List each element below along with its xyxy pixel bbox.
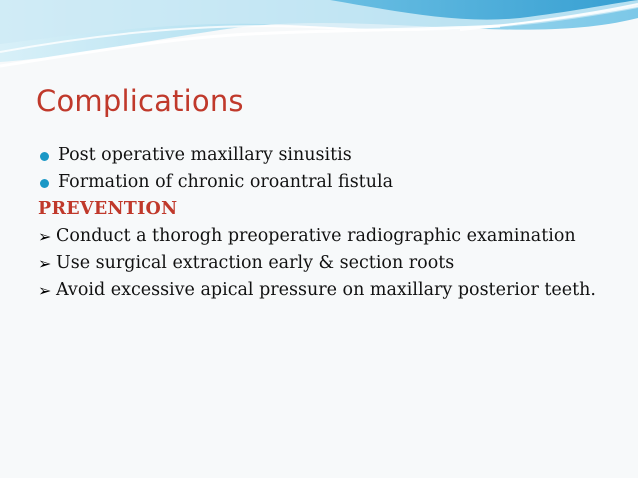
decorative-wave-banner — [0, 0, 638, 90]
arrow-bullet-icon: ➢ — [38, 281, 52, 300]
bullet-text: Formation of chronic oroantral fistula — [58, 172, 394, 192]
list-item — [38, 142, 608, 169]
slide-body — [38, 142, 608, 304]
bullet-dot-icon — [40, 152, 49, 161]
list-item — [38, 169, 608, 196]
prevention-text: Avoid excessive apical pressure on maxillary posterior teeth. — [56, 280, 596, 300]
list-item — [38, 223, 608, 250]
list-item — [38, 277, 608, 304]
bullet-dot-icon — [40, 179, 49, 188]
bullet-text: Post operative maxillary sinusitis — [58, 145, 352, 165]
list-item — [38, 250, 608, 277]
prevention-text: Conduct a thorogh preoperative radiographic examination — [56, 226, 576, 246]
arrow-bullet-icon: ➢ — [38, 254, 52, 273]
section-heading: PREVENTION — [38, 199, 178, 219]
prevention-text: Use surgical extraction early & section roots — [56, 253, 455, 273]
slide-title: Complications — [36, 84, 244, 118]
arrow-bullet-icon: ➢ — [38, 227, 52, 246]
